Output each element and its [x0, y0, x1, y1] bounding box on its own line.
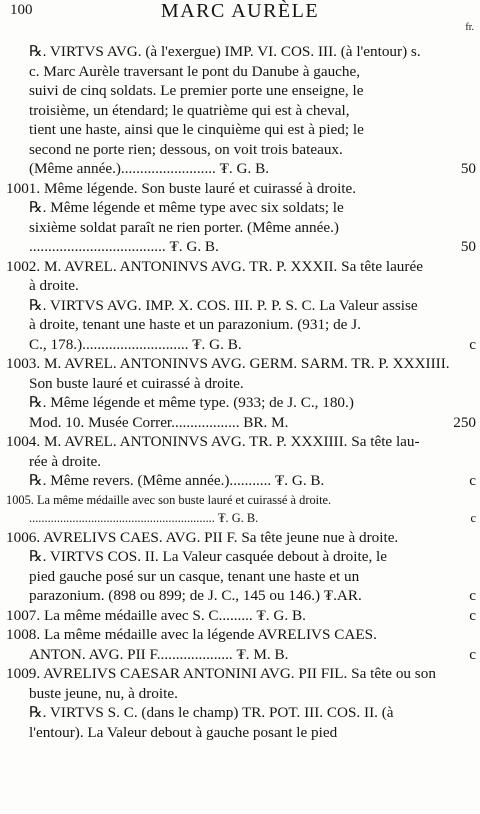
- line-text: second ne porte rien; dessous, on voit trois bateaux.: [29, 140, 343, 158]
- text-line: [0, 413, 480, 433]
- text-line: [0, 179, 480, 199]
- line-text: 1004. M. AVREL. ANTONINVS AVG. TR. P. XXXIIII. Sa tête lau-: [6, 433, 420, 450]
- text-line: [0, 703, 480, 723]
- line-text: c. Marc Aurèle traversant le pont du Danube à gauche,: [29, 62, 361, 80]
- line-text: suivi de cinq soldats. Le premier porte une enseigne, le: [29, 82, 364, 99]
- line-text: buste jeune, nu, à droite.: [29, 684, 178, 702]
- text-line: [0, 237, 480, 257]
- price-value: c: [469, 606, 476, 624]
- text-line: [0, 586, 480, 606]
- price-value: 50: [460, 238, 476, 255]
- text-line: [0, 491, 480, 510]
- text-line: [0, 296, 480, 316]
- text-line: [0, 62, 480, 82]
- catalogue-text: [0, 42, 480, 742]
- line-text: Mod. 10. Musée Correr.................. BR. M.: [29, 413, 289, 431]
- text-line: [0, 120, 480, 140]
- line-text: à droite, tenant une haste et un parazonium. (931; de J.: [29, 316, 361, 333]
- line-text: à droite.: [29, 277, 79, 294]
- line-text: ℞. VIRTVS AVG. (à l'exergue) IMP. VI. COS. III. (à l'entour) s.: [29, 43, 421, 60]
- line-text: parazonium. (898 ou 899; de J. C., 145 ou 146.) ₮.AR.: [29, 587, 362, 604]
- text-line: [0, 509, 480, 528]
- text-line: [0, 645, 480, 665]
- text-line: [0, 257, 480, 277]
- line-text: ............................................................ ₮. G. B.: [29, 511, 259, 525]
- page-title: MARC AURÈLE: [160, 0, 320, 22]
- line-text: 1006. AVRELIVS CAES. AVG. PII F. Sa tête jeune nue à droite.: [6, 528, 399, 546]
- text-line: [0, 218, 480, 238]
- line-text: rée à droite.: [29, 452, 102, 470]
- text-line: [0, 471, 480, 491]
- line-text: ℞. VIRTVS COS. II. La Valeur casquée debout à droite, le: [29, 548, 387, 565]
- line-text: 1005. La même médaille avec son buste lauré et cuirassé à droite.: [6, 492, 332, 507]
- line-text: pied gauche posé sur un casque, tenant une haste et un: [29, 567, 360, 585]
- column-heading: fr.: [465, 22, 474, 33]
- line-text: troisième, un étendard; le quatrième qui est à cheval,: [29, 101, 350, 119]
- text-line: [0, 159, 480, 179]
- text-line: [0, 567, 480, 587]
- line-text: .................................... ₮. G. B.: [29, 238, 219, 255]
- line-text: 1009. AVRELIVS CAESAR ANTONINI AVG. PII FIL. Sa tête ou son: [6, 665, 436, 682]
- line-text: ℞. Même légende et même type. (933; de J. C., 180.): [29, 394, 354, 411]
- text-line: [0, 81, 480, 101]
- text-line: [0, 684, 480, 704]
- line-text: tient une haste, ainsi que le cinquième qui est à pied; le: [29, 121, 364, 138]
- page-header: [0, 0, 480, 36]
- text-line: [0, 606, 480, 626]
- text-line: [0, 335, 480, 355]
- text-line: [0, 723, 480, 743]
- text-line: [0, 432, 480, 452]
- line-text: Son buste lauré et cuirassé à droite.: [29, 374, 244, 392]
- text-line: [0, 101, 480, 121]
- text-line: [0, 452, 480, 472]
- text-line: [0, 547, 480, 567]
- line-text: ℞. VIRTVS S. C. (dans le champ) TR. POT. III. COS. II. (à: [29, 704, 394, 721]
- price-value: c: [469, 335, 476, 353]
- text-line: [0, 315, 480, 335]
- line-text: 1001. Même légende. Son buste lauré et cuirassé à droite.: [6, 179, 357, 197]
- price-value: 250: [453, 413, 476, 431]
- price-value: c: [469, 645, 476, 663]
- line-text: 1003. M. AVREL. ANTONINVS AVG. GERM. SARM. TR. P. XXXIIII.: [6, 355, 450, 372]
- line-text: 1002. M. AVREL. ANTONINVS AVG. TR. P. XXXII. Sa tête laurée: [6, 257, 423, 275]
- price-value: c: [470, 511, 476, 525]
- line-text: 1008. La même médaille avec la légende AVRELIVS CAES.: [6, 626, 377, 643]
- text-line: [0, 393, 480, 413]
- text-line: [0, 198, 480, 218]
- line-text: 1007. La même médaille avec S. C......... ₮. G. B.: [6, 606, 306, 624]
- line-text: ℞. VIRTVS AVG. IMP. X. COS. III. P. P. S. C. La Valeur assise: [29, 296, 418, 314]
- text-line: [0, 625, 480, 645]
- line-text: ℞. Même revers. (Même année.)........... ₮. G. B.: [29, 472, 325, 489]
- page-number: 100: [10, 2, 33, 18]
- text-line: [0, 664, 480, 684]
- line-text: ANTON. AVG. PII F.................... ₮. M. B.: [29, 645, 289, 663]
- text-line: [0, 140, 480, 160]
- line-text: (Même année.)......................... ₮. G. B.: [29, 160, 269, 177]
- text-line: [0, 354, 480, 374]
- price-value: c: [469, 472, 476, 489]
- text-line: [0, 528, 480, 548]
- text-line: [0, 42, 480, 62]
- text-line: [0, 374, 480, 394]
- line-text: l'entour). La Valeur debout à gauche posant le pied: [29, 723, 338, 741]
- price-value: c: [469, 587, 476, 604]
- price-value: 50: [460, 160, 476, 177]
- line-text: ℞. Même légende et même type avec six soldats; le: [29, 199, 344, 216]
- text-line: [0, 276, 480, 296]
- line-text: C., 178.)............................ ₮. G. B.: [29, 335, 242, 353]
- line-text: sixième soldat paraît ne rien porter. (Même année.): [29, 218, 339, 236]
